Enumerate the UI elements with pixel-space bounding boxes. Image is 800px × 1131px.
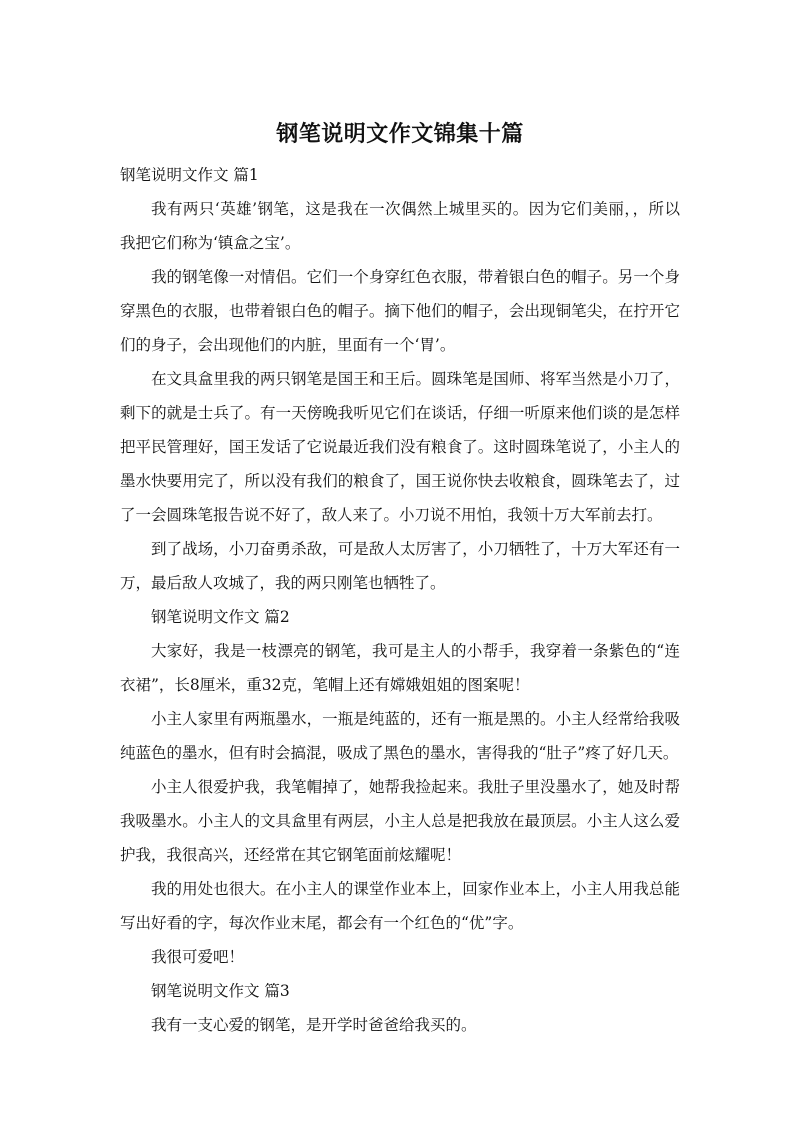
document-title: 钢笔说明文作文锦集十篇 (276, 122, 524, 147)
paragraph: 小主人很爱护我，我笔帽掉了，她帮我捡起来。我肚子里没墨水了，她及时帮我吸墨水。小主人的文具盒里有两层，小主人总是把我放在最顶层。小主人这么爱护我，我很高兴，还经常在其它钢笔面前炫耀呢！ (120, 778, 680, 864)
section-heading-2: 钢笔说明文作文 篇2 (151, 608, 290, 626)
paragraph: 我的钢笔像一对情侣。它们一个身穿红色衣服，带着银白色的帽子。另一个身穿黑色的衣服，也带着银白色的帽子。摘下他们的帽子，会出现铜笔尖，在拧开它们的身子，会出现他们的内脏，里面有一个‘胃’。 (120, 268, 680, 354)
paragraph: 在文具盒里我的两只钢笔是国王和王后。圆珠笔是国师、将军当然是小刀了，剩下的就是士兵了。有一天傍晚我听见它们在谈话，仔细一听原来他们谈的是怎样把平民管理好，国王发话了它说最近我们没有粮食了。这时圆珠笔说了，小主人的墨水快要用完了，所以没有我们的粮食了，国王说你快去收粮食，圆珠笔去了，过了一会圆珠笔报告说不好了，敌人来了。小刀说不用怕，我领十万大军前去打。 (120, 370, 680, 524)
paragraph: 大家好，我是一枝漂亮的钢笔，我可是主人的小帮手，我穿着一条紫色的“连衣裙”，长8厘米，重32克，笔帽上还有嫦娥姐姐的图案呢！ (120, 642, 680, 694)
paragraph: 我很可爱吧！ (151, 948, 245, 966)
paragraph: 到了战场，小刀奋勇杀敌，可是敌人太厉害了，小刀牺牲了，十万大军还有一万，最后敌人攻城了，我的两只刚笔也牺牲了。 (120, 540, 680, 592)
section-heading-1: 钢笔说明文作文 篇1 (120, 166, 259, 184)
paragraph: 我有一支心爱的钢笔，是开学时爸爸给我买的。 (151, 1016, 477, 1034)
paragraph: 我的用处也很大。在小主人的课堂作业本上，回家作业本上，小主人用我总能写出好看的字，每次作业末尾，都会有一个红色的“优”字。 (120, 880, 680, 932)
paragraph: 我有两只‘英雄’钢笔，这是我在一次偶然上城里买的。因为它们美丽，，所以我把它们称为‘镇盒之宝’。 (120, 200, 680, 252)
section-heading-3: 钢笔说明文作文 篇3 (151, 982, 290, 1000)
paragraph: 小主人家里有两瓶墨水，一瓶是纯蓝的，还有一瓶是黑的。小主人经常给我吸纯蓝色的墨水，但有时会搞混，吸成了黑色的墨水，害得我的“肚子”疼了好几天。 (120, 710, 680, 762)
document-body (120, 158, 680, 1042)
